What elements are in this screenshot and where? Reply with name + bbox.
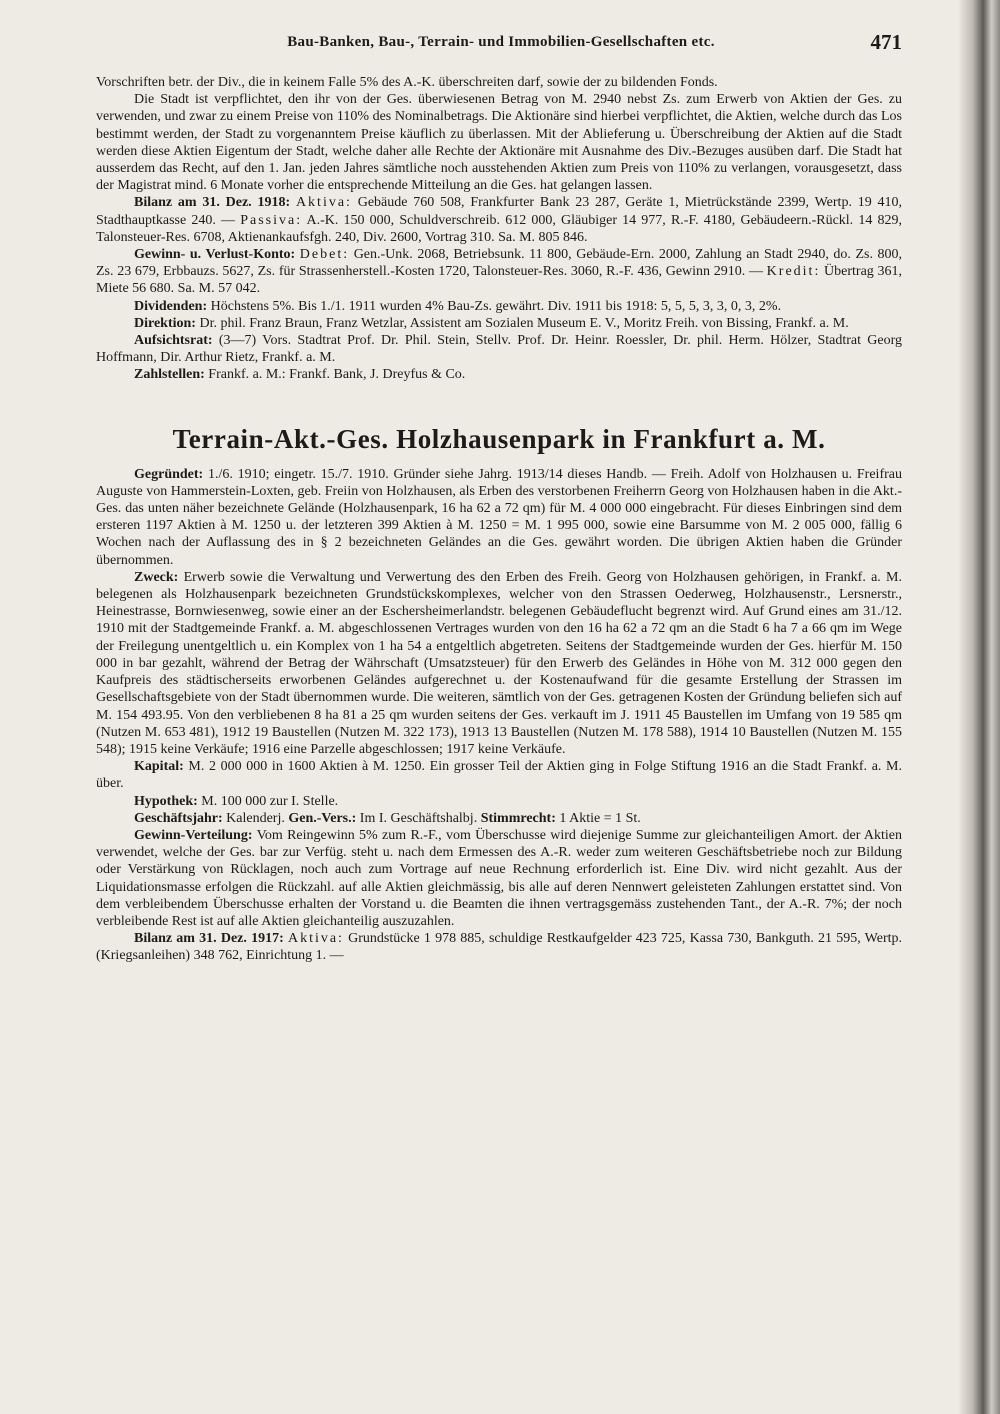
label-bilanz-1918: Bilanz am 31. Dez. 1918: bbox=[134, 195, 291, 211]
label-aufsichtsrat: Aufsichtsrat: bbox=[134, 333, 213, 349]
label-stimmrecht: Stimmrecht: bbox=[480, 810, 556, 826]
label-geschaeftsjahr: Geschäftsjahr: bbox=[134, 810, 223, 826]
label-bilanz-1917: Bilanz am 31. Dez. 1917: bbox=[134, 931, 284, 947]
page-number: 471 bbox=[870, 30, 902, 54]
label-kapital: Kapital: bbox=[134, 759, 184, 775]
zweck-text: Erwerb sowie die Verwaltung und Verwertung des den Erben des Freih. Georg von Holzhausen gehörigen, in Frankf. a. M. belegenen als Holzhausenpark bezeichneten Grundstückskomplexes, welcher von den Strassen Oederweg, Holzhausenstr., Lersnerstr., Heinestrasse, Bornwiesenweg, sowie einer an der Eschersheimerlandstr. belegenen Gebäudeflucht begrenzt wird. Auf Grund eines am 31./12. 1910 mit der Stadtgemeinde Frankf. a. M. abgeschlossenen Vertrages wurden von den 16 ha 62 a 72 qm an die Stadt 6 ha 7 a 66 qm im Wege der Freilegung unentgeltlich u. ein Komplex von 1 ha 54 a entgeltlich abgetreten. Seitens der Stadtgemeinde wurden der Ges. hierfür M. 150 000 in bar gezahlt, während der Betrag der Währschaft (Umsatzsteuer) für den Erwerb des Geländes in Höhe von M. 312 000 gegen den Kaufpreis des städtischerseits erworbenen Geländes aufgerechnet u. der Kostenaufwand für die gesamte Erstellung der Strassen im Gesellschaftsgebiete von der Stadt übernommen wurde. Die weiteren, sämtlich von der Ges. getragenen Kosten der Gründung beliefen sich auf M. 154 493.95. Von den verbliebenen 8 ha 81 a 25 qm wurden seitens der Ges. verkauft im J. 1911 45 Baustellen im Umfang von 19 585 qm (Nutzen M. 653 481), 1912 19 Baustellen (Nutzen M. 322 173), 1913 13 Baustellen (Nutzen M. 178 588), 1914 10 Baustellen (Nutzen M. 155 548); 1915 keine Verkäufe; 1916 eine Parzelle abgeschlossen; 1917 keine Verkäufe. bbox=[96, 569, 902, 757]
label-gewinn-verlust: Gewinn- u. Verlust-Konto: bbox=[134, 247, 296, 263]
paragraph-vorschriften: Vorschriften betr. der Div., die in keinem Falle 5% des A.-K. überschreiten darf, sowie der zu bildenden Fonds. bbox=[96, 75, 718, 90]
hypothek-text: M. 100 000 zur I. Stelle. bbox=[201, 793, 339, 809]
label-dividenden: Dividenden: bbox=[134, 298, 208, 314]
page-content bbox=[96, 74, 902, 965]
entry-gewinn-verteilung bbox=[96, 827, 902, 930]
dividenden-text: Höchstens 5%. Bis 1./1. 1911 wurden 4% Bau-Zs. gewährt. Div. 1911 bis 1918: 5, 5, 5, 3, 3, 0, 3, 2%. bbox=[210, 298, 782, 314]
bilanz-1918-passiva: A.-K. 150 000, Schuldverschreib. 612 000, Gläubiger 14 977, R.-F. 4180, Gebäudeern.-Rückl. 14 829, Talonsteuer-Res. 6708, Aktienankaufsfgh. 240, Div. 2600, Vortrag 310. Sa. M. 805 846. bbox=[96, 212, 903, 245]
gegruendet-text: 1./6. 1910; eingetr. 15./7. 1910. Gründer siehe Jahrg. 1913/14 dieses Handb. — Freih. Adolf von Holzhausen u. Freifrau Auguste von Hammerstein-Loxten, geb. Freiin von Holzhausen, als Erben des verstorbenen Freiherrn Georg von Holzhausen haben in die Akt.-Ges. das unten näher bezeichnete Gelände (Holzhausenpark, 16 ha 62 a 72 qm) für M. 4 000 000 eingebracht. Für dieses Einbringen sind dem ersteren 1197 Aktien à M. 1250 u. der letzteren 399 Aktien à M. 1250 = M. 1 995 000, sowie eine Barsumme von M. 2 005 000, fällig 6 Wochen nach der Auflassung des in § 2 bezeichneten Geländes an die Ges. gewährt worden. Die übrigen Aktien haben die Gründer übernommen. bbox=[96, 466, 902, 568]
label-aktiva-1917: Aktiva: bbox=[287, 931, 344, 947]
guv-kredit: Übertrag 361, Miete 56 680. Sa. M. 57 042. bbox=[96, 264, 903, 297]
entry-dividenden bbox=[96, 298, 902, 315]
entry-direktion bbox=[96, 315, 902, 332]
running-title: Bau-Banken, Bau-, Terrain- und Immobilien-Gesellschaften etc. bbox=[287, 34, 715, 50]
entry-aufsichtsrat bbox=[96, 332, 902, 366]
company-title: Terrain-Akt.-Ges. Holzhausenpark in Frankfurt a. M. bbox=[172, 423, 826, 454]
entry-bilanz-1918 bbox=[96, 194, 902, 246]
label-gewinn-verteilung: Gewinn-Verteilung: bbox=[134, 827, 253, 843]
label-gegruendet: Gegründet: bbox=[134, 466, 204, 482]
label-kredit: Kredit: bbox=[766, 264, 821, 280]
geschaeftsjahr-text: Kalenderj. bbox=[226, 810, 285, 826]
paragraph-stadt-verpflichtung: Die Stadt ist verpflichtet, den ihr von der Ges. überwiesenen Betrag von M. 2940 nebst Zs. zum Erwerb von Aktien der Ges. zu verwenden, und zwar zu einem Preise von 110% des Nominalbetrags. Die Aktionäre sind hierbei verpflichtet, die Aktien, welche durch das Los bestimmt werden, der Stadt zu vorgenanntem Preise käuflich zu überlassen. Mit der Ablieferung u. Überschreibung der Aktien auf die Stadt werden diese Aktien Eigentum der Stadt, welche daher alle Rechte der Aktionäre mit Ausnahme des Div.-Bezuges ausüben darf. Die Stadt hat ausserdem das Recht, auf den 1. Jan. jeden Jahres sämtliche noch ausstehenden Aktien zum Preis von 110% zu verlangen, vorausgesetzt, dass der Magistrat mind. 6 Monate vorher die entsprechende Mitteilung an die Ges. hat gelangen lassen. bbox=[96, 92, 902, 194]
gen-vers-text: Im I. Geschäftshalbj. bbox=[359, 810, 478, 826]
entry-zweck bbox=[96, 569, 902, 758]
aufsichtsrat-text: (3—7) Vors. Stadtrat Prof. Dr. Phil. Stein, Stellv. Prof. Dr. Heinr. Roessler, Dr. phil. Herm. Hölzer, Stadtrat Georg Hoffmann, Dir. Arthur Rietz, Frankf. a. M. bbox=[96, 333, 903, 366]
entry-hypothek bbox=[96, 793, 902, 810]
label-zweck: Zweck: bbox=[134, 569, 179, 585]
entry-gegruendet bbox=[96, 466, 902, 569]
label-aktiva: Aktiva: bbox=[295, 195, 352, 211]
entry-kapital bbox=[96, 758, 902, 792]
kapital-text: M. 2 000 000 in 1600 Aktien à M. 1250. Ein grosser Teil der Aktien ging in Folge Stiftung 1916 an die Stadt Frankf. a. M. über. bbox=[96, 759, 902, 792]
guv-debet: Gen.-Unk. 2068, Betriebsunk. 11 800, Gebäude-Ern. 2000, Zahlung an Stadt 2940, do. Zs. 800, Zs. 23 679, Erbbauzs. 5627, Zs. für Strassenherstell.-Kosten 1720, Talonsteuer-Res. 3060, R.-F. 436, Gewinn 2910. — bbox=[96, 247, 903, 280]
label-passiva: Passiva: bbox=[240, 212, 303, 228]
label-hypothek: Hypothek: bbox=[134, 793, 198, 809]
bilanz-1918-aktiva: Gebäude 760 508, Frankfurter Bank 23 287, Geräte 1, Mietrückstände 2399, Wertp. 19 410, Stadthauptkasse 240. — bbox=[96, 195, 903, 228]
entry-bilanz-1917 bbox=[96, 930, 902, 964]
page-edge-shadow bbox=[958, 0, 1000, 1414]
zahlstellen-text: Frankf. a. M.: Frankf. Bank, J. Dreyfus & Co. bbox=[208, 367, 466, 383]
entry-geschaeftsjahr bbox=[96, 810, 902, 827]
entry-zahlstellen bbox=[96, 366, 902, 383]
direktion-text: Dr. phil. Franz Braun, Franz Wetzlar, Assistent am Sozialen Museum E. V., Moritz Freih. von Bissing, Frankf. a. M. bbox=[199, 315, 849, 331]
label-gen-vers: Gen.-Vers.: bbox=[288, 810, 357, 826]
bilanz-1917-aktiva: Grundstücke 1 978 885, schuldige Restkaufgelder 423 725, Kassa 730, Bankguth. 21 595, Wertp. (Kriegsanleihen) 348 762, Einrichtung 1. — bbox=[96, 931, 903, 964]
running-head bbox=[100, 30, 902, 58]
stimmrecht-text: 1 Aktie = 1 St. bbox=[559, 810, 641, 826]
entry-gewinn-verlust bbox=[96, 246, 902, 298]
label-debet: Debet: bbox=[299, 247, 350, 263]
gewinn-verteilung-text: Vom Reingewinn 5% zum R.-F., vom Überschusse wird diejenige Summe zur gleichanteiligen Amort. der Aktien verwendet, welche der Ges. bar zur Verfüg. steht u. nach dem Ermessen des A.-R. weder zum weiteren Geschäftsbetriebe noch zur Bildung oder Verstärkung von Rücklagen, noch auch zum Vortrage auf neue Rechnung erforderlich ist. Eine Div. wird nicht gezahlt. Aus der Liquidationsmasse erfolgen die Rückzahl. auf alle Aktien gleichmässig, bis alle auf deren Nennwert geleisteten Zahlungen erstattet sind. Von dem verbleibendem Überschusse erhalten der Vorstand u. die Beamten die ihnen vertragsgemäss zustehenden Tant., der A.-R. 7%; der noch verbleibende Rest ist auf alle Aktien gleichanteilig auszuzahlen. bbox=[96, 827, 903, 929]
label-zahlstellen: Zahlstellen: bbox=[134, 367, 205, 383]
label-direktion: Direktion: bbox=[134, 315, 196, 331]
